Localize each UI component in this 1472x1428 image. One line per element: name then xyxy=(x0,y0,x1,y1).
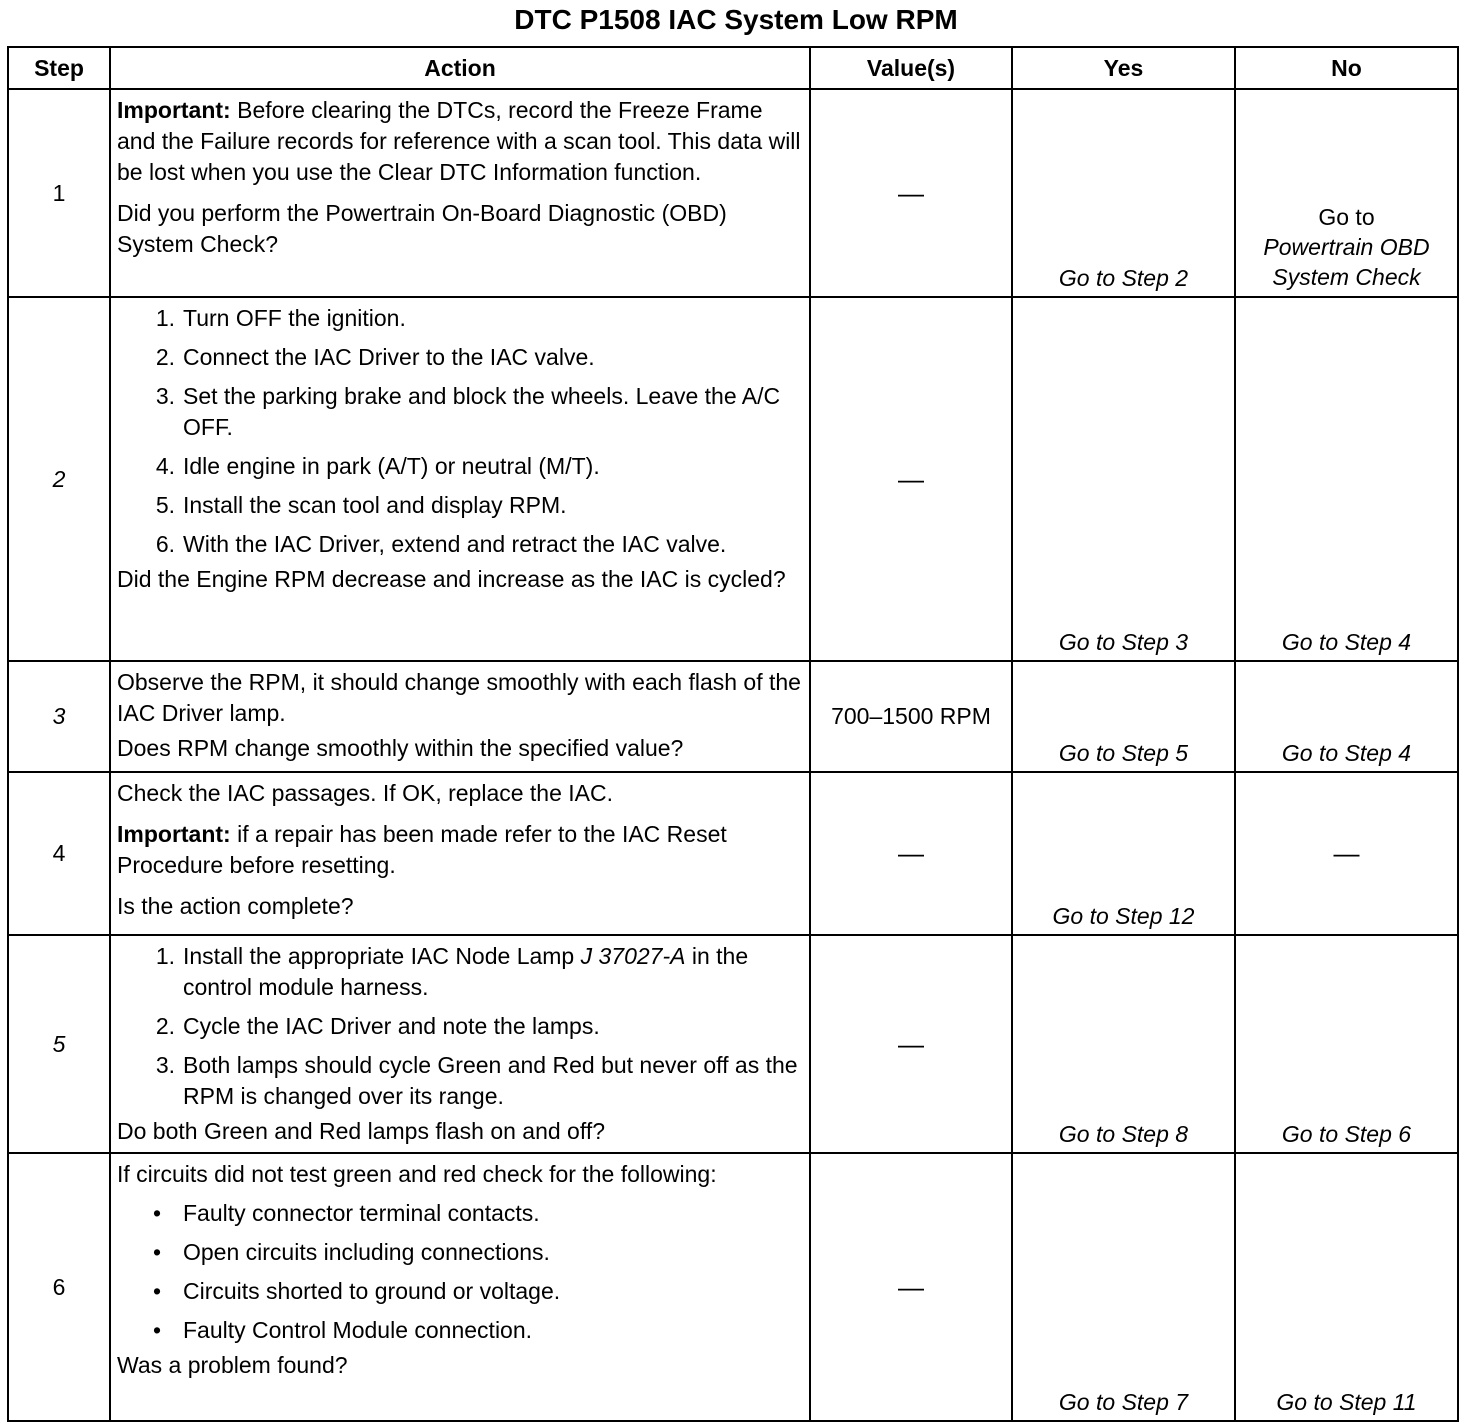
question: Does RPM change smoothly within the specified value? xyxy=(117,735,684,761)
step-number: 3 xyxy=(8,661,110,772)
no-link[interactable]: Go to Step 6 xyxy=(1281,1121,1412,1147)
action-cell xyxy=(110,297,810,661)
list-item: 5. Install the scan tool and display RPM. xyxy=(155,492,567,518)
question: Do both Green and Red lamps flash on and off? xyxy=(117,1118,606,1144)
procedure-list xyxy=(117,303,803,560)
important-label: Important: xyxy=(117,821,231,847)
yes-link[interactable]: Go to Step 2 xyxy=(1058,265,1189,291)
action-cell xyxy=(110,661,810,772)
header-yes: Yes xyxy=(1012,47,1235,89)
diagnostic-table xyxy=(7,46,1459,1422)
yes-link[interactable]: Go to Step 12 xyxy=(1052,903,1195,929)
question: Did the Engine RPM decrease and increase as the IAC is cycled? xyxy=(117,566,786,592)
step-number: 6 xyxy=(8,1153,110,1421)
instruction: Check the IAC passages. If OK, replace the IAC. xyxy=(117,780,614,806)
yes-link[interactable]: Go to Step 5 xyxy=(1058,740,1189,766)
list-item: 1. Turn OFF the ignition. xyxy=(155,305,406,331)
check-list xyxy=(117,1198,803,1346)
no-link[interactable]: Powertrain OBD System Check xyxy=(1263,234,1430,290)
no-cell xyxy=(1235,1153,1458,1421)
step-number: 5 xyxy=(8,935,110,1153)
list-item: 3. Both lamps should cycle Green and Red but never off as the RPM is changed over its range. xyxy=(155,1052,798,1109)
value-cell: — xyxy=(810,297,1012,661)
list-item: 4. Idle engine in park (A/T) or neutral (M/T). xyxy=(155,453,600,479)
step-number: 2 xyxy=(8,297,110,661)
list-item: 2. Cycle the IAC Driver and note the lamps. xyxy=(155,1013,600,1039)
list-item: • Circuits shorted to ground or voltage. xyxy=(153,1278,561,1304)
yes-link[interactable]: Go to Step 7 xyxy=(1058,1389,1189,1415)
instruction: Observe the RPM, it should change smoothly with each flash of the IAC Driver lamp. xyxy=(117,669,801,726)
no-link[interactable]: Go to Step 4 xyxy=(1281,629,1412,655)
header-row xyxy=(8,47,1458,89)
yes-link[interactable]: Go to Step 3 xyxy=(1058,629,1189,655)
procedure-list xyxy=(117,941,803,1112)
no-cell xyxy=(1235,935,1458,1153)
table-row xyxy=(8,1153,1458,1421)
list-item: 3. Set the parking brake and block the wheels. Leave the A/C OFF. xyxy=(155,383,781,440)
page-title: DTC P1508 IAC System Low RPM xyxy=(514,4,958,35)
no-link[interactable]: Go to Step 11 xyxy=(1276,1389,1417,1415)
yes-cell xyxy=(1012,772,1235,935)
no-prefix: Go to xyxy=(1318,204,1375,230)
list-item: 1. Install the appropriate IAC Node Lamp J 37027-A in the control module harness. xyxy=(155,943,749,1000)
list-item: • Faulty connector terminal contacts. xyxy=(153,1200,540,1226)
yes-cell xyxy=(1012,297,1235,661)
yes-cell xyxy=(1012,935,1235,1153)
table-row xyxy=(8,297,1458,661)
action-cell xyxy=(110,1153,810,1421)
header-values: Value(s) xyxy=(810,47,1012,89)
value-cell: — xyxy=(810,935,1012,1153)
value-cell: 700–1500 RPM xyxy=(810,661,1012,772)
no-link[interactable]: Go to Step 4 xyxy=(1281,740,1412,766)
action-cell xyxy=(110,89,810,297)
value-cell: — xyxy=(810,89,1012,297)
list-item: • Faulty Control Module connection. xyxy=(153,1317,533,1343)
important-note xyxy=(117,819,803,881)
question: Is the action complete? xyxy=(117,893,354,919)
action-cell xyxy=(110,935,810,1153)
header-action: Action xyxy=(110,47,810,89)
header-no: No xyxy=(1235,47,1458,89)
no-cell xyxy=(1235,297,1458,661)
value-cell: — xyxy=(810,772,1012,935)
action-cell xyxy=(110,772,810,935)
no-cell xyxy=(1235,661,1458,772)
step-number: 4 xyxy=(8,772,110,935)
no-cell xyxy=(1235,89,1458,297)
yes-link[interactable]: Go to Step 8 xyxy=(1058,1121,1189,1147)
question: Was a problem found? xyxy=(117,1352,348,1378)
yes-cell xyxy=(1012,661,1235,772)
table-row xyxy=(8,89,1458,297)
question: Did you perform the Powertrain On-Board Diagnostic (OBD) System Check? xyxy=(117,200,727,257)
list-item: 2. Connect the IAC Driver to the IAC valve. xyxy=(155,344,595,370)
header-step: Step xyxy=(8,47,110,89)
yes-cell xyxy=(1012,89,1235,297)
instruction: If circuits did not test green and red check for the following: xyxy=(117,1161,717,1187)
important-text: if a repair has been made refer to the IAC Reset Procedure before resetting. xyxy=(117,821,727,878)
no-cell: — xyxy=(1235,772,1458,935)
important-note xyxy=(117,95,803,188)
table-row xyxy=(8,772,1458,935)
table-row xyxy=(8,661,1458,772)
tool-number: J 37027-A xyxy=(580,943,686,969)
table-row xyxy=(8,935,1458,1153)
value-cell: — xyxy=(810,1153,1012,1421)
step-number: 1 xyxy=(8,89,110,297)
important-text: Before clearing the DTCs, record the Freeze Frame and the Failure records for reference with a scan tool. This data will be lost when you use the Clear DTC Information function. xyxy=(117,97,801,185)
list-item: 6. With the IAC Driver, extend and retract the IAC valve. xyxy=(155,531,727,557)
list-item: • Open circuits including connections. xyxy=(153,1239,550,1265)
yes-cell xyxy=(1012,1153,1235,1421)
important-label: Important: xyxy=(117,97,231,123)
